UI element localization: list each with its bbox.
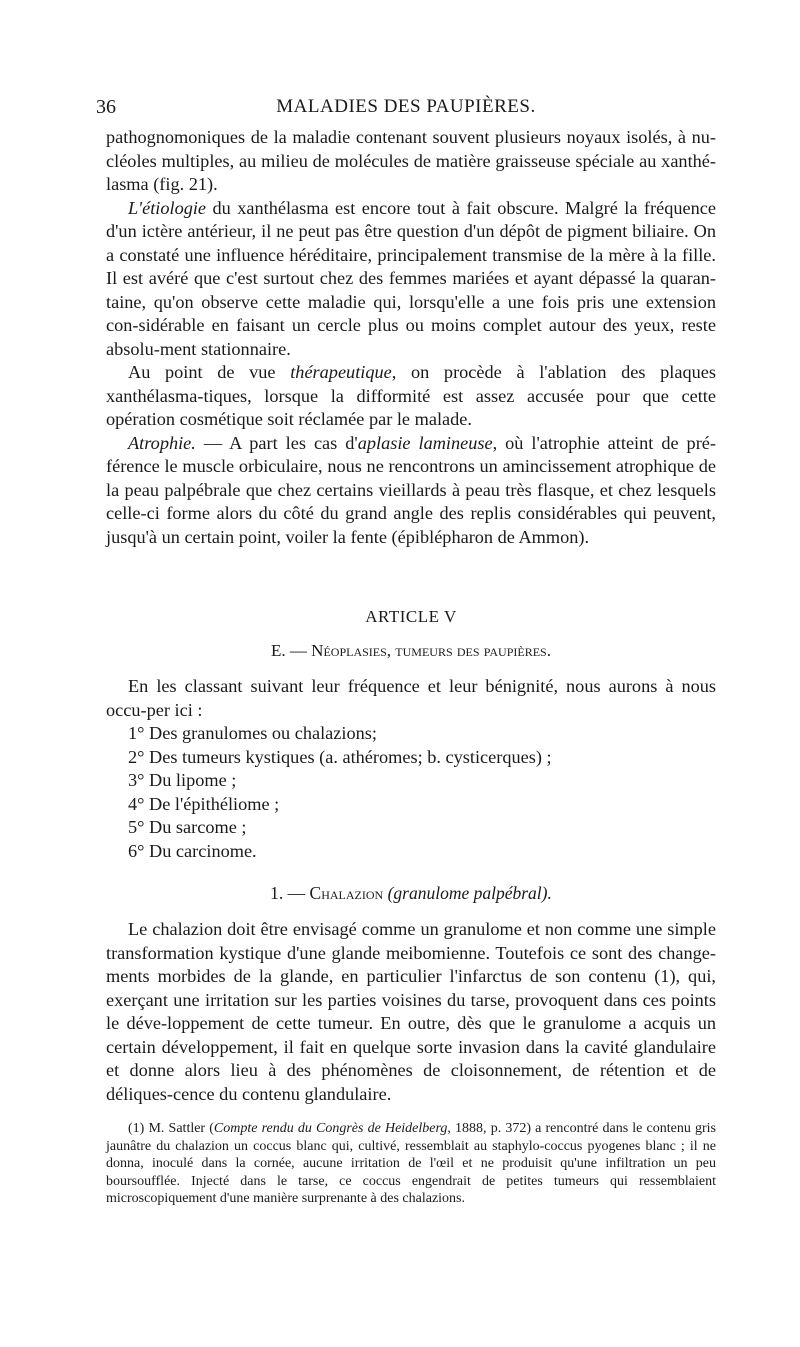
paragraph-atrophy (106, 432, 716, 550)
paragraph-emphasis: aplasie lamineuse (357, 432, 493, 453)
paragraph-emphasis: thérapeutique (290, 362, 392, 382)
paragraph-therapeutics (106, 361, 716, 432)
list-item: 3° Du lipome ; (128, 770, 237, 790)
paragraph-text: pathognomoniques de la maladie contenant souvent plusieurs noyaux isolés, à nu-cléoles multiples, au milieu de molécules de matière graisseuse spéciale au xanthé-lasma (fig. 21). (106, 127, 716, 194)
paragraph-etiology (106, 197, 716, 362)
subsection-name: Chalazion (309, 883, 384, 903)
subsection-detail: (granulome palpébral). (383, 883, 552, 903)
paragraph-text: , on procède à l'ablation des plaques xanthélasma-tiques, lorsque la difformité est assez accusée pour que cette opération cosmétique soit réclamée par le malade. (106, 362, 717, 429)
paragraph-lead: L'étiologie (128, 197, 207, 218)
running-title: MALADIES DES PAUPIÈRES. (276, 96, 536, 117)
list-item: 4° De l'épithéliome ; (128, 793, 280, 814)
footnote-text: , 1888, p. 372) a rencontré dans le contenu gris jaunâtre du chalazion un coccus blanc qui, cultivé, ressemblait au staphylo-coccus pyogenes blanc ; il ne donna, inoculé dans la cornée, aucune irritation de l'œil et ne produisit qu'une infiltration un peu boursoufflée. Injecté dans le tarse, ce coccus engendrait de petites tumeurs qui ressemblaient microscopiquement d'une manière surprenante à des chalazions. (106, 1121, 716, 1207)
paragraph-text: En les classant suivant leur fréquence et leur bénignité, nous aurons à nous occu-per ici : (106, 676, 716, 720)
footnote-emphasis: Compte rendu du Congrès de Heidelberg (213, 1121, 448, 1136)
paragraph-pre: Au point de vue (128, 362, 291, 382)
subsection-number: 1. — (270, 883, 310, 903)
paragraph-text: Le chalazion doit être envisagé comme un granulome et non comme une simple transformation kystique d'une glande meibomienne. Toutefois ce sont des change-ments morbides de la glande, en particulier l'infarctus de son contenu (1), qui, exerçant une irritation sur les parties voisines du tarse, provoquent dans ces points le déve-loppement de cette tumeur. En outre, dès que le granulome a acquis un certain développement, il fait en quelque sorte invasion dans la cavité glandulaire et donne alors lieu à des phénomènes de cloisonnement, de rétention et de déliques-cence du contenu glandulaire. (106, 919, 716, 1104)
paragraph-text: du xanthélasma est encore tout à fait obscure. Malgré la fréquence d'un ictère antérieur, il ne peut pas être question d'un dépôt de pigment biliaire. On a constaté une influence héréditaire, principalement transmise de la mère à la fille. Il est avéré que c'est surtout chez des femmes mariées et ayant dépassé la quaran-taine, qu'on observe cette maladie qui, lorsqu'elle a une fois pris une extension con-sidérable en faisant un cercle plus ou moins complet autour des yeux, reste absolu-ment stationnaire. (106, 197, 716, 359)
paragraph-pre: — A part les cas d' (195, 432, 358, 453)
paragraph-xanthelasma-histology (106, 126, 716, 197)
page-number: 36 (96, 96, 116, 118)
footnote-pre: (1) M. Sattler ( (128, 1121, 214, 1136)
page-header (96, 96, 716, 120)
paragraph-lead: Atrophie. (128, 432, 196, 453)
footnote (106, 1120, 716, 1208)
tumor-list (106, 722, 716, 863)
paragraph-text: , où l'atrophie atteint de pré-férence le muscle orbiculaire, nous ne rencontrons un amincissement atrophique de la peau palpébrale que chez certains vieillards à peau très flasque, et chez lesquels celle-ci forme alors du côté du grand angle des replis considérables qui peuvent, jusqu'à un certain point, voiler la fente (épiblépharon de Ammon). (106, 432, 716, 547)
list-item: 5° Du sarcome ; (128, 817, 247, 837)
list-item: 1° Des granulomes ou chalazions; (128, 723, 377, 743)
list-item: 2° Des tumeurs kystiques (a. athéromes; b. cysticerques) ; (128, 746, 552, 767)
article-heading: ARTICLE V (365, 607, 457, 626)
subsection-heading (106, 883, 716, 904)
list-item: 6° Du carcinome. (128, 840, 257, 861)
paragraph-intro (106, 675, 716, 722)
section-heading: E. — Néoplasies, tumeurs des paupières. (271, 641, 551, 660)
page-body (106, 126, 716, 1208)
paragraph-chalazion (106, 918, 716, 1106)
